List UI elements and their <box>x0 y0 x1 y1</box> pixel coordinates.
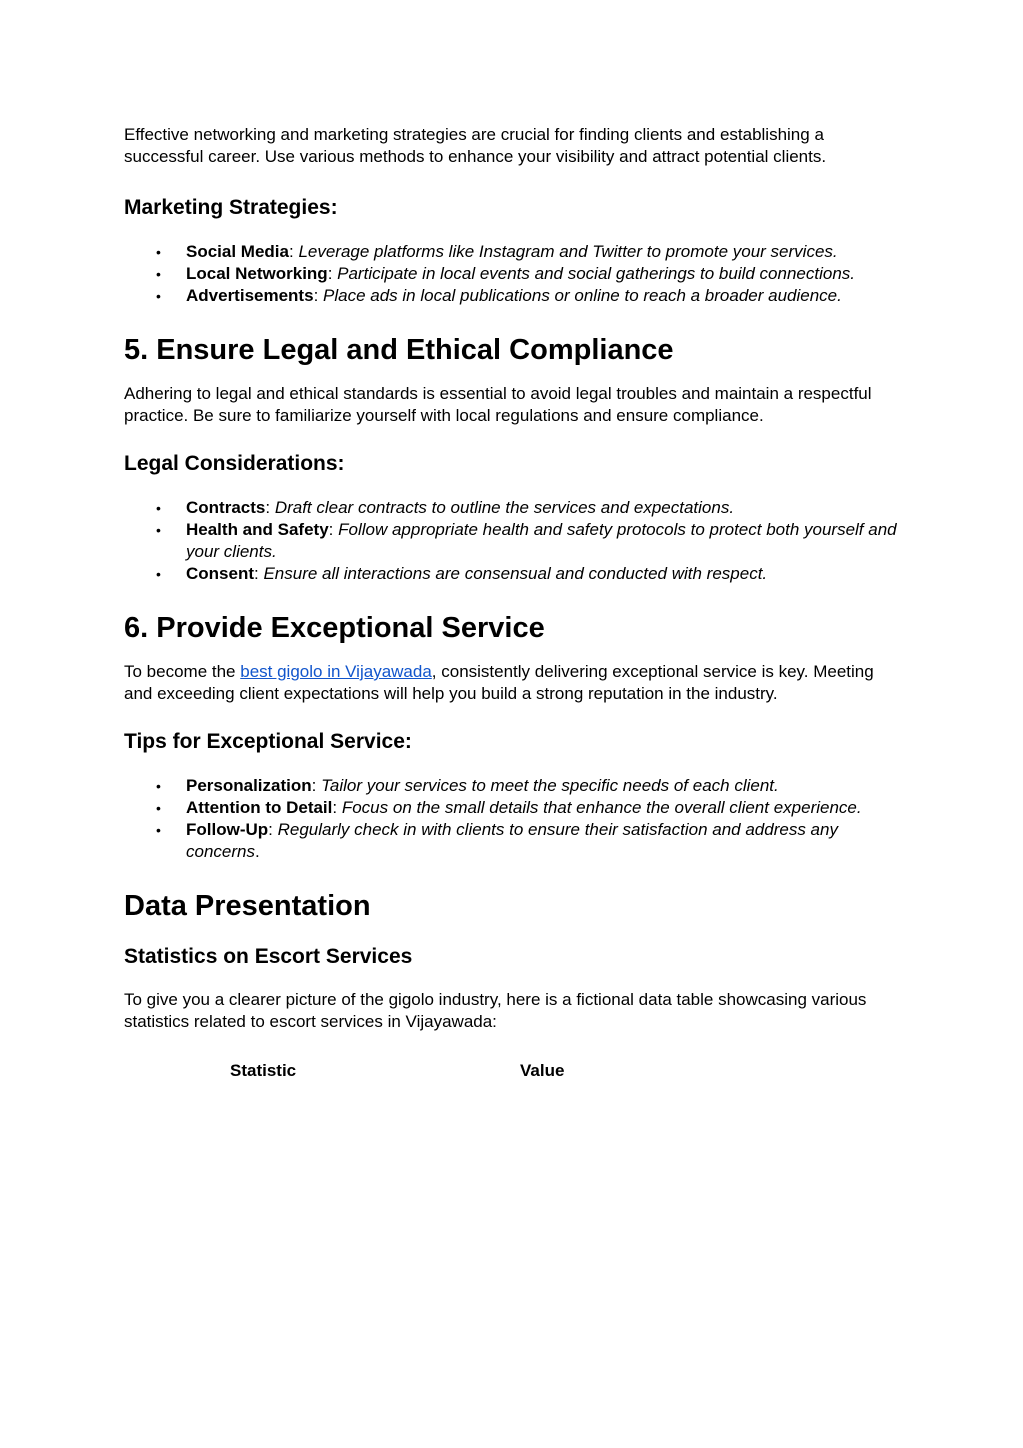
list-item: • Consent: Ensure all interactions are consensual and conducted with respect. <box>156 564 768 583</box>
list-item: • Local Networking: Participate in local events and social gatherings to build connections. <box>156 264 856 283</box>
list-item-description: Leverage platforms like Instagram and Twitter to promote your services. <box>298 242 838 261</box>
statistics-table <box>230 1060 720 1082</box>
list-item-term: Attention to Detail <box>186 798 333 817</box>
list-item-term: Follow-Up <box>186 820 269 839</box>
exceptional-service-tips-list <box>124 775 899 863</box>
list-item-description: Participate in local events and social gatherings to build connections. <box>337 264 856 283</box>
intro-paragraph: Effective networking and marketing strategies are crucial for finding clients and establishing a successful career. Use various methods to enhance your visibility and attract potential clients. <box>124 125 827 166</box>
bullet-icon: • <box>156 778 161 794</box>
table-header-row <box>230 1060 720 1082</box>
table-header-statistic: Statistic <box>230 1061 297 1080</box>
list-item: • Follow-Up: Regularly check in with clients to ensure their satisfaction and address any concerns. <box>156 820 838 861</box>
list-item-description: Follow appropriate health and safety protocols to protect both yourself and your clients. <box>186 520 897 561</box>
list-item-description: Regularly check in with clients to ensure their satisfaction and address any concerns <box>186 820 838 861</box>
section-6-paragraph <box>124 661 899 705</box>
bullet-icon: • <box>156 266 161 282</box>
bullet-icon: • <box>156 522 161 538</box>
bullet-icon: • <box>156 566 161 582</box>
bullet-icon: • <box>156 288 161 304</box>
statistics-paragraph: To give you a clearer picture of the gigolo industry, here is a fictional data table showcasing various statistics related to escort services in Vijayawada: <box>124 990 867 1031</box>
section-6-text-start: To become the <box>124 662 241 681</box>
list-item: • Social Media: Leverage platforms like Instagram and Twitter to promote your services. <box>156 242 838 261</box>
list-item-term: Consent <box>186 564 254 583</box>
list-item: • Contracts: Draft clear contracts to outline the services and expectations. <box>156 498 735 517</box>
marketing-strategies-heading: Marketing Strategies: <box>124 196 338 219</box>
list-item: • Attention to Detail: Focus on the small details that enhance the overall client experience. <box>156 798 862 817</box>
list-item-description: Place ads in local publications or online to reach a broader audience. <box>323 286 842 305</box>
list-item-term: Contracts <box>186 498 266 517</box>
list-item: • Advertisements: Place ads in local publications or online to reach a broader audience. <box>156 286 842 305</box>
bullet-icon: • <box>156 800 161 816</box>
list-item-description: Tailor your services to meet the specific needs of each client. <box>321 776 779 795</box>
list-item-term: Personalization <box>186 776 312 795</box>
bullet-icon: • <box>156 500 161 516</box>
legal-considerations-heading: Legal Considerations: <box>124 452 345 475</box>
list-item-term: Local Networking <box>186 264 328 283</box>
section-6-heading: 6. Provide Exceptional Service <box>124 612 545 644</box>
list-item-term: Advertisements <box>186 286 314 305</box>
list-item: • Health and Safety: Follow appropriate health and safety protocols to protect both yourself and your clients. <box>156 520 897 561</box>
document-page <box>124 124 899 1082</box>
list-item-description: Ensure all interactions are consensual and conducted with respect. <box>263 564 768 583</box>
best-gigolo-link[interactable]: best gigolo in Vijayawada <box>240 662 432 681</box>
list-item-term: Social Media <box>186 242 289 261</box>
section-5-paragraph: Adhering to legal and ethical standards is essential to avoid legal troubles and maintain a respectful practice. Be sure to familiarize yourself with local regulations and ensure compliance. <box>124 384 872 425</box>
bullet-icon: • <box>156 244 161 260</box>
bullet-icon: • <box>156 822 161 838</box>
table-header-value: Value <box>520 1061 565 1080</box>
statistics-heading: Statistics on Escort Services <box>124 945 413 968</box>
data-presentation-heading: Data Presentation <box>124 890 371 922</box>
list-item-description: Focus on the small details that enhance the overall client experience. <box>341 798 862 817</box>
list-item: • Personalization: Tailor your services to meet the specific needs of each client. <box>156 776 779 795</box>
legal-considerations-list <box>124 497 899 585</box>
exceptional-service-tips-heading: Tips for Exceptional Service: <box>124 730 412 753</box>
list-item-description: Draft clear contracts to outline the services and expectations. <box>274 498 735 517</box>
section-5-heading: 5. Ensure Legal and Ethical Compliance <box>124 334 674 366</box>
section-6-text-end: , consistently delivering exceptional service is key. Meeting and exceeding client expectations will help you build a strong reputation in the industry. <box>124 662 874 703</box>
marketing-strategies-list <box>124 241 899 307</box>
list-item-term: Health and Safety <box>186 520 329 539</box>
